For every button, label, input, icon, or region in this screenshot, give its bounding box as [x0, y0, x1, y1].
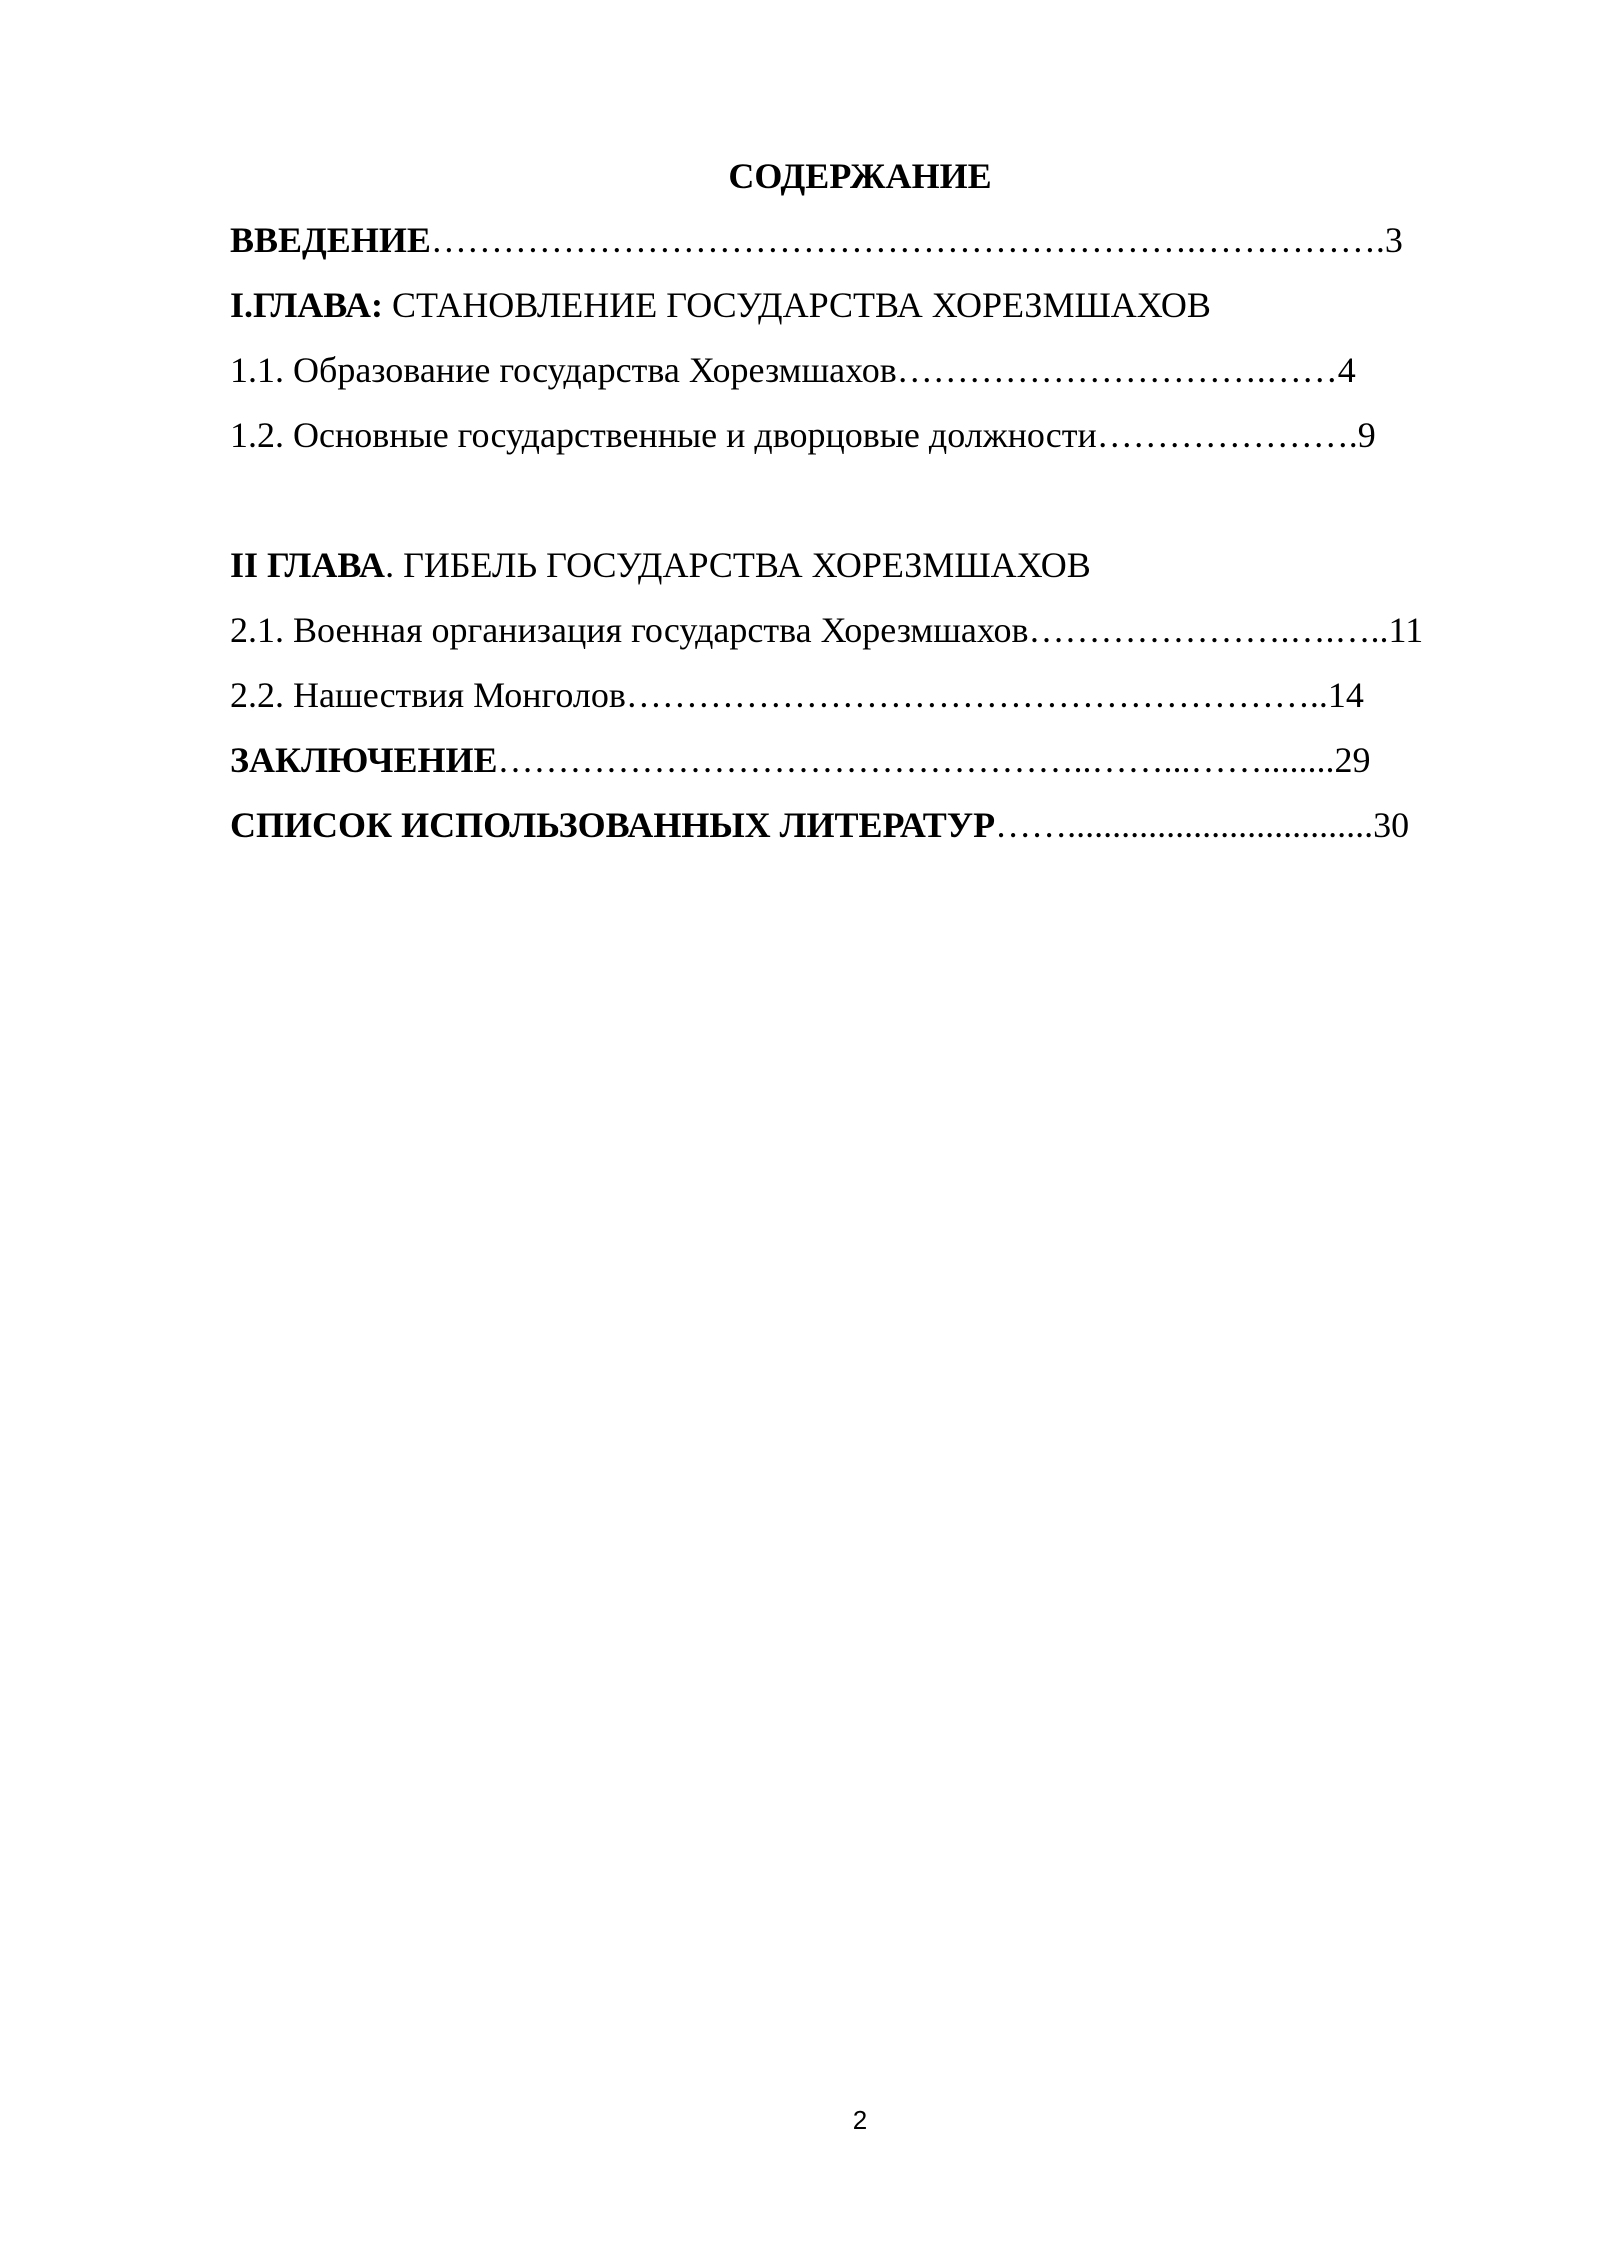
page-number: 2 — [852, 2105, 868, 2135]
toc-entry-section-1-2 — [230, 409, 1530, 474]
page-title: СОДЕРЖАНИЕ — [728, 156, 992, 196]
toc-entry-section-1-1 — [230, 344, 1530, 409]
toc-entry-text: . ГИБЕЛЬ ГОСУДАРСТВА ХОРЕЗМШАХОВ — [385, 545, 1091, 585]
toc-entry-chapter-2 — [230, 539, 1530, 604]
toc-entry-text: ……..................................30 — [995, 805, 1410, 845]
toc-entry-text: 2.2. Нашествия Монголов…………………………………………………..14 — [230, 675, 1364, 715]
toc-entry-text: 1.2. Основные государственные и дворцовые должности………………….9 — [230, 415, 1376, 455]
toc-entry-bold: II ГЛАВА — [230, 545, 386, 585]
toc-entry-section-2-1 — [230, 604, 1530, 669]
toc-entry-bold: СПИСОК ИСПОЛЬЗОВАННЫХ ЛИТЕРАТУР — [230, 805, 996, 845]
toc-entry-references — [230, 799, 1530, 864]
toc-entry-text: 1.1. Образование государства Хорезмшахов………………………….……4 — [230, 350, 1356, 390]
table-of-contents — [230, 214, 1530, 864]
toc-entry-conclusion — [230, 734, 1530, 799]
toc-entry-text: 2.1. Военная организация государства Хорезмшахов………………….….…..11 — [230, 610, 1424, 650]
toc-spacer — [230, 474, 1530, 539]
toc-entry-chapter-1 — [230, 279, 1530, 344]
toc-entry-introduction — [230, 214, 1530, 279]
toc-entry-text: …………………………………………..……...……........29 — [497, 740, 1371, 780]
toc-entry-text: ……………………………………………………….…………….3 — [430, 220, 1403, 260]
toc-entry-section-2-2 — [230, 669, 1530, 734]
toc-entry-bold: I.ГЛАВА: — [230, 285, 384, 325]
toc-entry-text: СТАНОВЛЕНИЕ ГОСУДАРСТВА ХОРЕЗМШАХОВ — [383, 285, 1211, 325]
toc-entry-bold: ВВЕДЕНИЕ — [230, 220, 431, 260]
toc-entry-bold: ЗАКЛЮЧЕНИЕ — [230, 740, 498, 780]
